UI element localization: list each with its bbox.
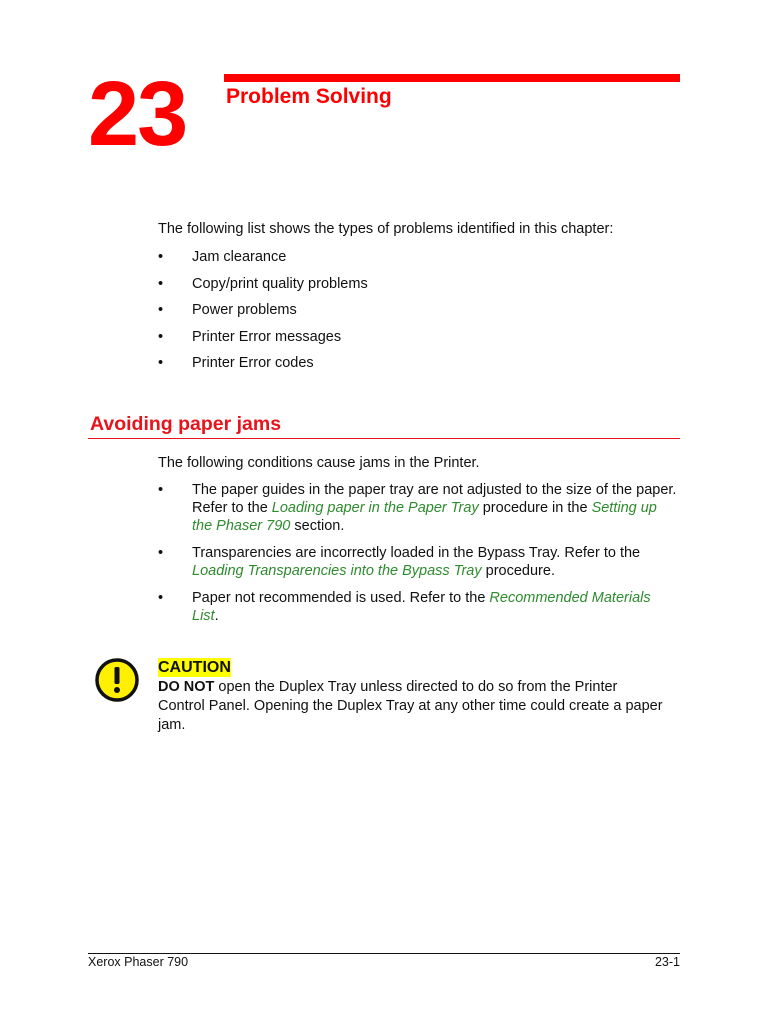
- section-divider: [88, 438, 680, 439]
- bullet-icon: •: [158, 545, 164, 561]
- intro-text: The following list shows the types of problems identified in this chapter:: [158, 221, 614, 237]
- link-setting-up-phaser[interactable]: Setting up the Phaser 790: [192, 500, 657, 534]
- chapter-number: 23: [88, 63, 187, 165]
- link-recommended-materials[interactable]: Recommended Materials List: [192, 590, 651, 624]
- chapter-title: Problem Solving: [226, 85, 392, 108]
- bullet-icon: •: [158, 482, 164, 498]
- list-item: [158, 275, 368, 293]
- list-item: [158, 248, 368, 266]
- condition-text: Transparencies are incorrectly loaded in the Bypass Tray. Refer to the: [192, 545, 641, 561]
- list-item: [158, 301, 368, 319]
- bullet-icon: •: [158, 328, 164, 345]
- condition-text: The paper guides in the paper tray are not adjusted to the size of the paper. Refer to the: [192, 482, 677, 516]
- chapter-title-bar: [224, 74, 680, 82]
- list-item-label: Power problems: [192, 302, 297, 318]
- caution-label: CAUTION: [158, 659, 231, 676]
- condition-text: section.: [290, 518, 345, 534]
- list-item: [158, 544, 680, 580]
- list-item: [158, 354, 368, 372]
- bullet-icon: •: [158, 275, 164, 292]
- list-item: [158, 589, 680, 625]
- link-loading-transparencies[interactable]: Loading Transparencies into the Bypass Tray: [192, 563, 482, 579]
- list-item-label: Jam clearance: [192, 249, 287, 265]
- link-loading-paper-tray[interactable]: Loading paper in the Paper Tray: [271, 500, 479, 516]
- footer-product-name: Xerox Phaser 790: [88, 955, 189, 969]
- section-intro: The following conditions cause jams in the Printer.: [158, 455, 480, 471]
- condition-text: .: [214, 608, 219, 624]
- caution-emphasis: DO NOT: [158, 679, 215, 695]
- list-item: [158, 481, 680, 535]
- condition-text: procedure in the: [478, 500, 592, 516]
- caution-text: [158, 678, 668, 735]
- list-item-label: Printer Error messages: [192, 328, 342, 345]
- section-heading: Avoiding paper jams: [90, 413, 282, 435]
- condition-text: Paper not recommended is used. Refer to the: [192, 590, 490, 606]
- condition-text: procedure.: [481, 563, 555, 579]
- page-number: 23-1: [654, 955, 680, 969]
- bullet-icon: •: [158, 590, 164, 606]
- footer-divider: [88, 953, 680, 954]
- exclamation-icon: [94, 657, 140, 703]
- list-item-label: Copy/print quality problems: [192, 275, 368, 292]
- list-item-label: Printer Error codes: [192, 355, 314, 371]
- bullet-icon: •: [158, 249, 164, 265]
- bullet-icon: •: [158, 302, 164, 318]
- jam-conditions-list: [158, 481, 680, 634]
- problem-types-list: [158, 248, 368, 381]
- caution-body: open the Duplex Tray unless directed to do so from the Printer Control Panel. Opening the Duplex Tray at any other time could create a paper jam.: [158, 679, 663, 733]
- bullet-icon: •: [158, 355, 164, 371]
- list-item: [158, 328, 368, 346]
